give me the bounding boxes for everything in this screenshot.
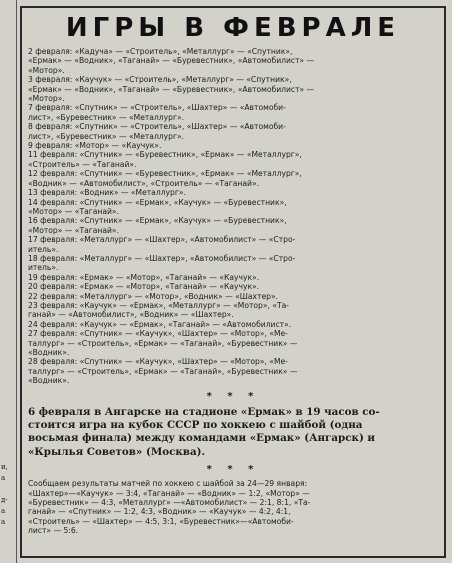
schedule-line: «Ермак» — «Водник», «Таганай» — «Буревестник», «Автомобилист» —	[28, 56, 315, 66]
gutter-text: д-	[1, 496, 8, 504]
schedule-line: ганай» — «Автомобилист», «Водник» — «Шахтер».	[28, 310, 234, 320]
adjacent-column-fragment	[0, 0, 17, 563]
schedule-line: итель».	[28, 263, 59, 273]
schedule-line: «Водник» — «Автомобилист», «Строитель» — «Таганай».	[28, 178, 260, 188]
schedule-line: лист», «Буревестник» — «Металлург».	[28, 131, 185, 141]
schedule-line: «Мотор» — «Таганай».	[28, 225, 119, 235]
gutter-text: а	[1, 518, 6, 526]
schedule-line: таллург» — «Строитель», «Ермак» — «Таганай», «Буревестник» —	[28, 338, 298, 348]
schedule-line: 11 февраля: «Спутник» — «Буревестник», «Ермак» — «Металлург»,	[28, 150, 302, 160]
schedule-line: 22 февраля: «Металлург» — «Мотор», «Водник» — «Шахтер».	[28, 291, 279, 301]
article-box	[20, 6, 446, 558]
schedule-line: лист», «Буревестник» — «Металлург».	[28, 112, 185, 122]
schedule-line: «Мотор».	[28, 65, 65, 75]
schedule-line: 3 февраля: «Каучук» — «Строитель», «Металлург» — «Спутник»,	[28, 75, 292, 85]
schedule-line: «Водник».	[28, 348, 70, 357]
schedule-line: 8 февраля: «Спутник» — «Строитель», «Шахтер» — «Автомоби-	[28, 122, 286, 132]
article-title: ИГРЫ В ФЕВРАЛЕ	[65, 13, 401, 43]
schedule-line: 14 февраля: «Спутник» — «Ермак», «Каучук» — «Буревестник»,	[28, 197, 287, 207]
results-line: «Строитель» — «Шахтер» — 4:5, 3:1, «Буревестник»—«Автомоби-	[28, 516, 294, 526]
schedule-line: 9 февраля: «Мотор» — «Каучук».	[28, 141, 162, 151]
schedule-line: «Строитель» — «Таганай».	[28, 159, 137, 169]
schedule-line: 17 февраля: «Металлург» — «Шахтер», «Автомобилист» — «Стро-	[28, 235, 296, 245]
schedule-line: 2 февраля: «Кадуча» — «Строитель», «Металлург» — «Спутник»,	[28, 47, 293, 56]
schedule-line: «Водник».	[28, 376, 70, 386]
schedule-line: «Мотор».	[28, 94, 65, 104]
schedule-line: 20 февраля: «Ермак» — «Мотор», «Таганай» — «Каучук».	[28, 282, 260, 292]
schedule-line: 13 февраля: «Водник» — «Металлург».	[28, 188, 186, 198]
results-line: Сообщаем результаты матчей по хоккею с шайбой за 24—29 января:	[28, 479, 308, 489]
schedule-line: 18 февраля: «Металлург» — «Шахтер», «Автомобилист» — «Стро-	[28, 253, 296, 263]
schedule-line: 16 февраля: «Спутник» — «Ермак», «Каучук» — «Буревестник»,	[28, 216, 287, 226]
schedule-line: 23 февраля: «Каучук» — «Ермак», «Металлург» — «Мотор», «Та-	[28, 300, 290, 310]
results-line: «Шахтер»—«Каучук» — 3:4, «Таганай» — «Водник» — 1:2, «Мотор» —	[28, 488, 310, 498]
announcement-line: 6 февраля в Ангарске на стадионе «Ермак» в 19 часов со-	[28, 405, 380, 418]
schedule-line: 19 февраля: «Ермак» — «Мотор», «Таганай» — «Каучук».	[28, 272, 260, 282]
results-line: ганай» — «Спутник» — 1:2, 4:3, «Водник» — «Каучук» — 4:2, 4:1,	[28, 507, 291, 517]
schedule-line: 12 февраля: «Спутник» — «Буревестник», «Ермак» — «Металлург»,	[28, 169, 302, 179]
schedule-line: 28 февраля: «Спутник» — «Каучук», «Шахтер» — «Мотор», «Ме-	[28, 357, 288, 367]
gutter-text: а	[1, 507, 6, 515]
announcement-block	[28, 406, 438, 460]
schedule-line: итель».	[28, 244, 59, 254]
schedule-line: таллург» — «Строитель», «Ермак» — «Таганай», «Буревестник» —	[28, 366, 298, 376]
announcement-line: восьмая финала) между командами «Ермак» (Ангарск) и	[28, 432, 376, 445]
schedule-line: 7 февраля: «Спутник» — «Строитель», «Шахтер» — «Автомоби-	[28, 103, 286, 113]
schedule-line: 27 февраля: «Спутник» — «Каучук», «Шахтер» — «Мотор», «Ме-	[28, 329, 288, 339]
schedule-line: «Ермак» — «Водник», «Таганай» — «Буревестник», «Автомобилист» —	[28, 84, 315, 94]
announcement-line: стоится игра на кубок СССР по хоккею с шайбой (одна	[28, 419, 363, 432]
results-line: лист» — 5:6.	[28, 526, 79, 536]
schedule-line: 24 февраля: «Каучук» — «Ермак», «Таганай» — «Автомобилист».	[28, 319, 292, 329]
gutter-text: и,	[1, 463, 8, 471]
schedule-block	[28, 47, 438, 386]
announcement-line: «Крылья Советов» (Москва).	[28, 445, 206, 458]
results-line: «Буревестник» — 4:3, «Металлург» —«Автомобилист» — 2:1, 8:1, «Та-	[28, 498, 311, 508]
separator-asterisks: * * *	[206, 390, 260, 402]
gutter-text: а	[1, 474, 6, 482]
separator-asterisks: * * *	[206, 464, 260, 476]
results-block	[28, 479, 438, 535]
schedule-line: «Мотор» — «Таганай».	[28, 206, 119, 216]
